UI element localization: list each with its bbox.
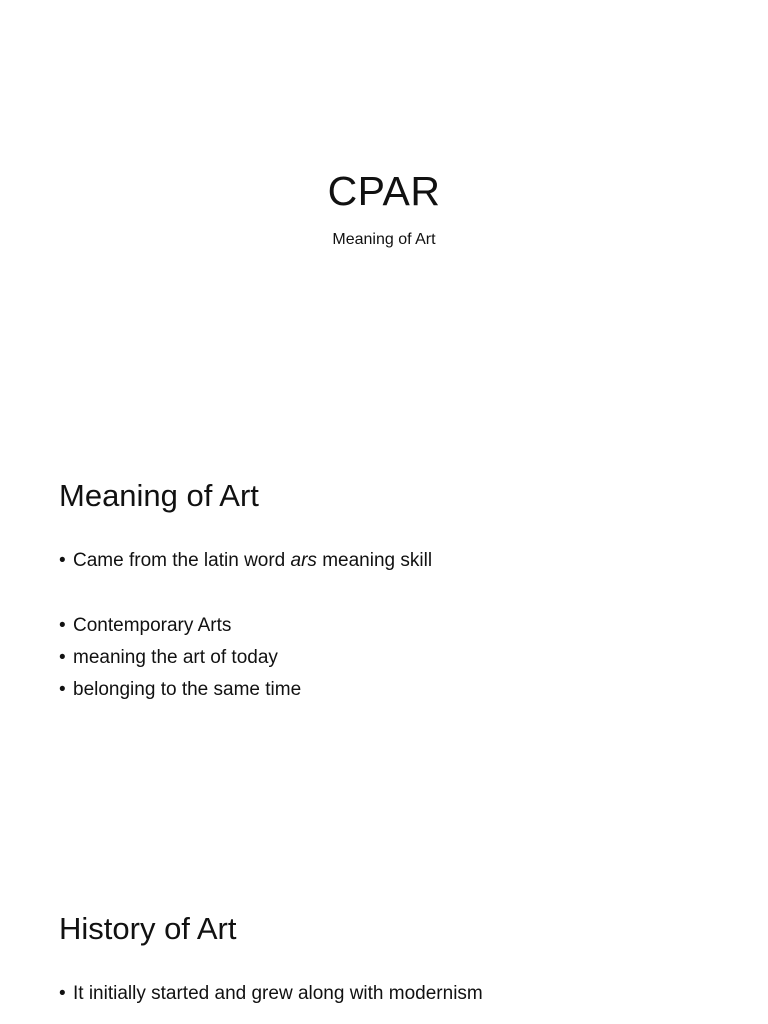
bullet-text: It initially started and grew along with modernism: [73, 983, 483, 1004]
bullet-text: Contemporary Arts: [73, 615, 232, 636]
bullet-item: [59, 674, 432, 706]
bullet-item: [59, 978, 483, 1010]
slide-heading: Meaning of Art: [59, 478, 259, 513]
slide-heading: History of Art: [59, 911, 237, 946]
bullet-item: [59, 610, 432, 642]
bullet-item: [59, 642, 432, 674]
bullet-text: belonging to the same time: [73, 679, 302, 700]
meaning-of-art-slide: [0, 432, 768, 864]
bullet-item: [59, 545, 432, 577]
bullet-text: meaning skill: [316, 550, 433, 571]
bullet-text: Came from the latin word: [73, 550, 291, 571]
bullet-list: [59, 545, 432, 706]
bullet-emphasis: ars: [290, 550, 317, 571]
history-of-art-slide: [0, 864, 768, 1024]
title-slide: [0, 0, 768, 432]
bullet-text: meaning the art of today: [73, 647, 278, 668]
bullet-list: [59, 978, 483, 1010]
slide-subtitle: Meaning of Art: [332, 231, 436, 248]
slide-title: CPAR: [327, 168, 441, 214]
